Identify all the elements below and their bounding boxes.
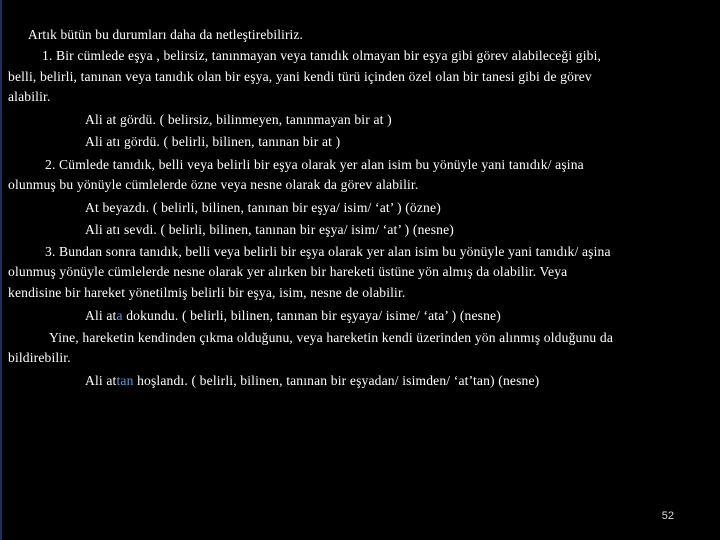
point-1-line-2: belli, belirli, tanınan veya tanıdık olan bir eşya, yani kendi türü içinden özel olan bir tanesi gibi de görev bbox=[8, 69, 592, 84]
point-2-line-2: olunmuş bu yönüyle cümlelerde özne veya nesne olarak da görev alabilir. bbox=[8, 177, 419, 192]
page-number: 52 bbox=[661, 510, 674, 522]
example-6-post: hoşlandı. ( belirli, bilinen, tanınan bir eşyadan/ isimden/ ‘at’tan) (nesne) bbox=[133, 373, 540, 388]
example-6-suffix: tan bbox=[116, 373, 134, 388]
point-4-line-2: bildirebilir. bbox=[8, 350, 71, 365]
point-3-line-3: kendisine bir hareket yönetilmiş belirli bir eşya, isim, nesne de olabilir. bbox=[8, 285, 406, 300]
example-4: Ali atı sevdi. ( belirli, bilinen, tanınan bir eşya/ isim/ ‘at’ ) (nesne) bbox=[85, 222, 454, 237]
point-4-line-1: Yine, hareketin kendinden çıkma olduğunu, veya hareketin kendi üzerinden yön alınmış olduğunu da bbox=[49, 330, 614, 345]
example-5-suffix: a bbox=[116, 308, 123, 323]
point-1-line-1: 1. Bir cümlede eşya , belirsiz, tanınmayan veya tanıdık olmayan bir eşya gibi görev alabileceği gibi, bbox=[42, 48, 602, 63]
example-1: Ali at gördü. ( belirsiz, bilinmeyen, tanınmayan bir at ) bbox=[85, 112, 392, 127]
example-5 bbox=[85, 308, 501, 324]
example-2: Ali atı gördü. ( belirli, bilinen, tanınan bir at ) bbox=[85, 134, 341, 149]
point-3-line-2: olunmuş yönüyle cümlelerde nesne olarak yer alırken bir hareketi üstüne yön almış da olabilir. Veya bbox=[8, 264, 568, 279]
intro-line: Artık bütün bu durumları daha da netleştirebiliriz. bbox=[28, 27, 304, 42]
example-3: At beyazdı. ( belirli, bilinen, tanınan bir eşya/ isim/ ‘at’ ) (özne) bbox=[85, 200, 441, 215]
example-6 bbox=[85, 373, 539, 389]
point-1-line-3: alabilir. bbox=[8, 89, 51, 104]
example-6-pre: Ali at bbox=[85, 373, 117, 388]
point-2-line-1: 2. Cümlede tanıdık, belli veya belirli bir eşya olarak yer alan isim bu yönüyle yani tanıdık/ aşina bbox=[45, 157, 584, 172]
point-3-line-1: 3. Bundan sonra tanıdık, belli veya belirli bir eşya olarak yer alan isim bu yönüyle yani tanıdık/ aşina bbox=[45, 244, 611, 259]
example-5-pre: Ali at bbox=[85, 308, 117, 323]
example-5-post: dokundu. ( belirli, bilinen, tanınan bir eşyaya/ isime/ ‘ata’ ) (nesne) bbox=[122, 308, 501, 323]
